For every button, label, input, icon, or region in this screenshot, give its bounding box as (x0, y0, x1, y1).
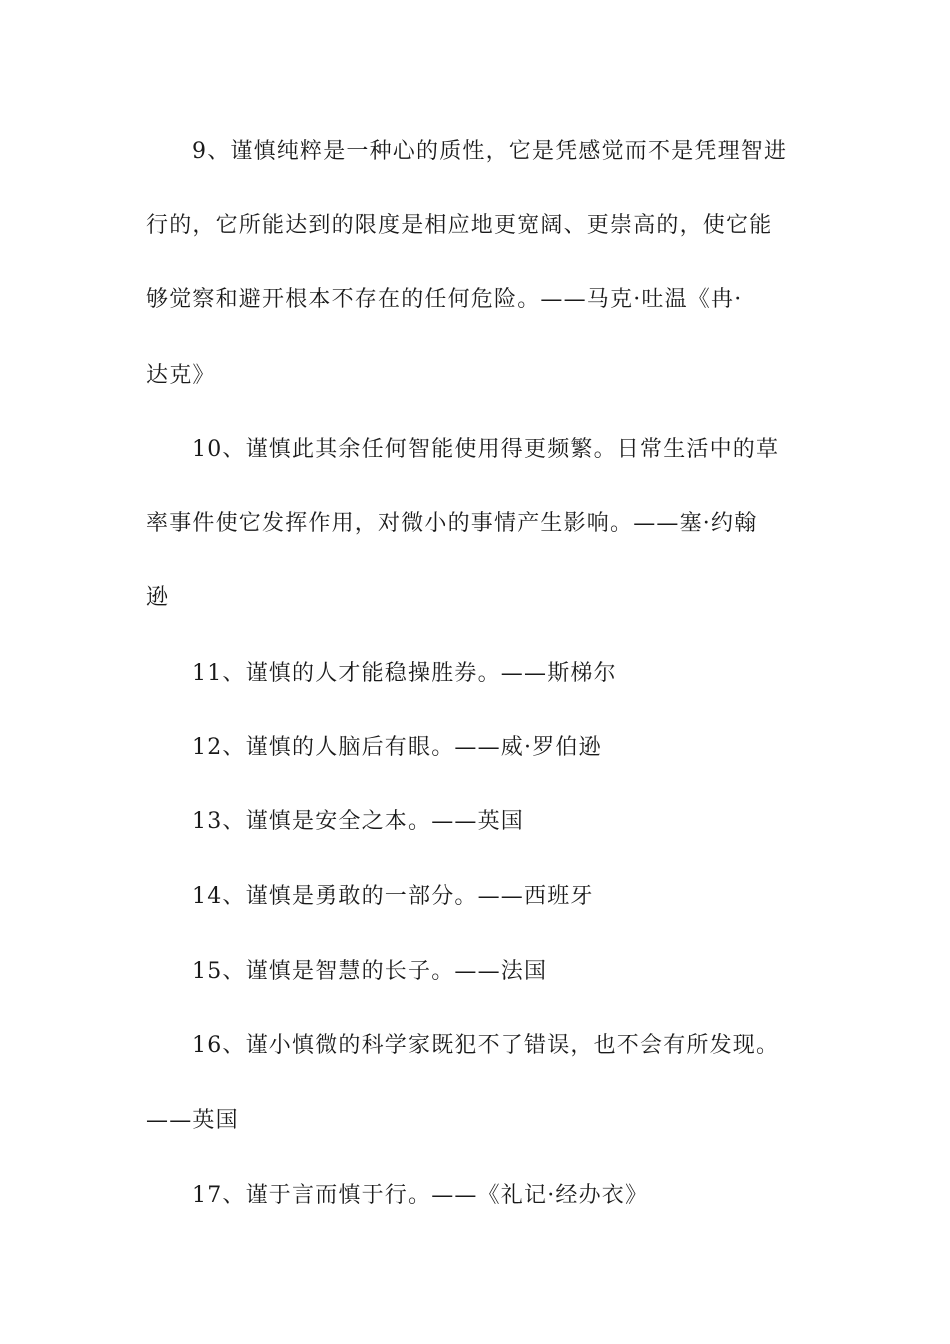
quote-11: 11、谨慎的人才能稳操胜券。——斯梯尔 (192, 661, 617, 686)
quote-10-line-2: 率事件使它发挥作用，对微小的事情产生影响。——塞·约翰 (146, 511, 758, 536)
quote-9-line-4: 达克》 (146, 363, 216, 388)
quote-12: 12、谨慎的人脑后有眼。——威·罗伯逊 (192, 735, 602, 760)
quote-16-line-1: 16、谨小慎微的科学家既犯不了错误，也不会有所发现。 (192, 1033, 780, 1058)
quote-15: 15、谨慎是智慧的长子。——法国 (192, 959, 548, 984)
quote-14: 14、谨慎是勇敢的一部分。——西班牙 (192, 884, 594, 909)
quote-10-line-3: 逊 (146, 585, 170, 610)
quote-17: 17、谨于言而慎于行。——《礼记·经办衣》 (192, 1183, 649, 1208)
quote-13: 13、谨慎是安全之本。——英国 (192, 809, 524, 834)
quote-9-line-3: 够觉察和避开根本不存在的任何危险。——马克·吐温《冉· (146, 287, 743, 312)
quote-9-line-1: 9、谨慎纯粹是一种心的质性，它是凭感觉而不是凭理智进 (192, 139, 788, 164)
quote-16-line-2: ——英国 (146, 1108, 239, 1133)
quote-10-line-1: 10、谨慎此其余任何智能使用得更频繁。日常生活中的草 (192, 437, 780, 462)
quote-9-line-2: 行的，它所能达到的限度是相应地更宽阔、更崇高的，使它能 (146, 213, 773, 238)
